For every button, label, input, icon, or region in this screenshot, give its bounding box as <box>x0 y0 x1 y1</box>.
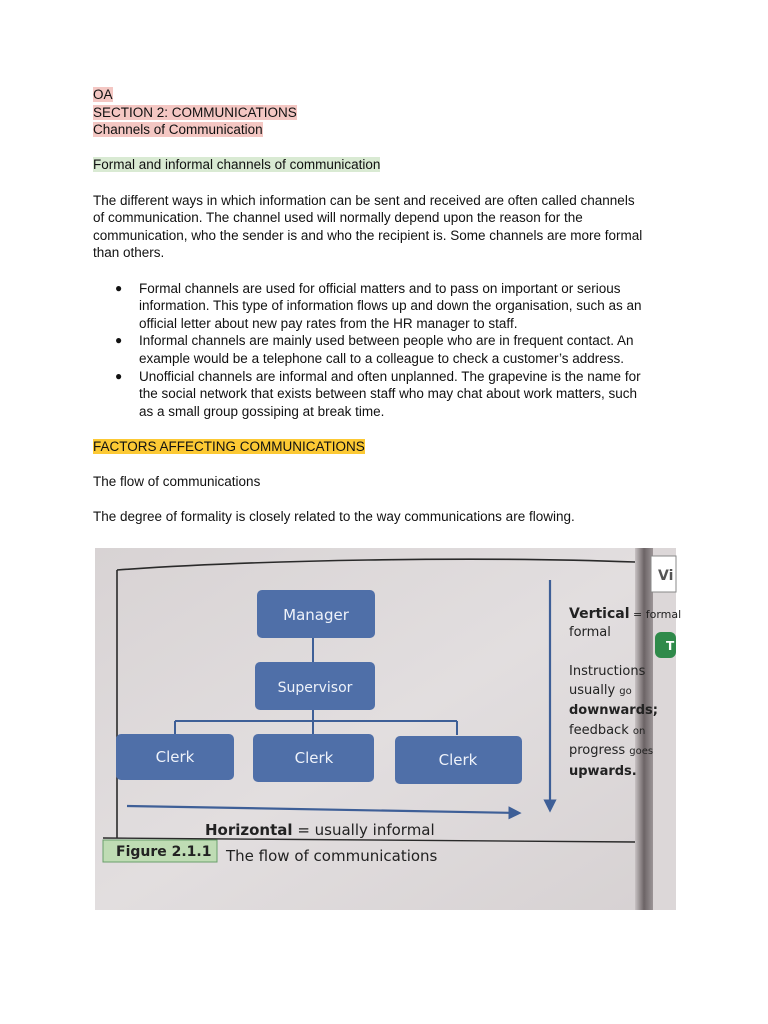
channel-list <box>93 280 683 421</box>
list-item-informal <box>93 332 683 367</box>
clerk-label: Clerk <box>155 748 195 766</box>
side-note-line: usually go <box>569 683 632 698</box>
clerk-box <box>116 734 234 780</box>
clerk-box <box>395 736 522 784</box>
supervisor-label: Supervisor <box>277 680 353 696</box>
edge-tab: T <box>666 639 675 653</box>
clerk-label: Clerk <box>294 749 334 767</box>
factors-heading: FACTORS AFFECTING COMMUNICATIONS <box>93 438 365 454</box>
intro-line: of communication. The channel used will normally depend upon the reason for the <box>93 210 583 226</box>
clerk-label: Clerk <box>438 751 478 769</box>
intro-line: communication, who the sender is and who the recipient is. Some channels are more formal <box>93 227 643 243</box>
formality-line: The degree of formality is closely related to the way communications are flowing. <box>93 509 575 525</box>
clerk-box <box>253 734 374 782</box>
manager-label: Manager <box>283 606 349 624</box>
flow-heading: The flow of communications <box>93 474 261 490</box>
list-line: as a small group gossiping at break time. <box>139 403 385 419</box>
topic-title: Channels of Communication <box>93 122 263 138</box>
list-line: the social network that exists between staff who may chat about work matters, such <box>139 386 637 402</box>
next-page <box>653 548 676 910</box>
horizontal-label: Horizontal = usually informal <box>205 821 435 839</box>
section-title: SECTION 2: COMMUNICATIONS <box>93 104 297 120</box>
side-note-line: Instructions <box>569 664 646 679</box>
document-body <box>93 86 683 526</box>
list-line: information. This type of information flows up and down the organisation, such as an <box>139 298 642 314</box>
side-note-line: feedback on <box>569 723 646 738</box>
edge-text: Vi <box>658 568 674 584</box>
subheading: Formal and informal channels of communication <box>93 157 381 173</box>
caption-text: The flow of communications <box>226 847 438 865</box>
vertical-label: Vertical = formal <box>569 606 682 622</box>
side-note-line: upwards. <box>569 764 637 779</box>
vertical-label-formal: formal <box>569 625 611 640</box>
subject-code: OA <box>93 87 113 102</box>
intro-paragraph <box>93 192 683 262</box>
supervisor-box <box>255 662 375 710</box>
bullet-icon: ● <box>115 333 123 348</box>
side-note-line: progress goes <box>569 743 654 758</box>
list-line: official letter about new pay rates from the HR manager to staff. <box>139 315 518 331</box>
figure-photo <box>95 548 682 910</box>
bullet-icon: ● <box>115 280 123 295</box>
list-item-formal <box>93 280 683 333</box>
list-line: example would be a telephone call to a colleague to check a customer’s address. <box>139 350 625 366</box>
intro-line: than others. <box>93 245 165 261</box>
list-item-unofficial <box>93 368 683 421</box>
manager-box <box>257 590 375 638</box>
intro-line: The different ways in which information can be sent and received are often called channels <box>93 192 635 208</box>
caption-number: Figure 2.1.1 <box>116 844 212 860</box>
list-line: Informal channels are mainly used between people who are in frequent contact. An <box>139 333 634 349</box>
bullet-icon: ● <box>115 368 123 383</box>
list-line: Unofficial channels are informal and often unplanned. The grapevine is the name for <box>139 368 641 384</box>
list-line: Formal channels are used for official matters and to pass on important or serious <box>139 280 621 296</box>
side-note-line: downwards; <box>569 703 658 718</box>
